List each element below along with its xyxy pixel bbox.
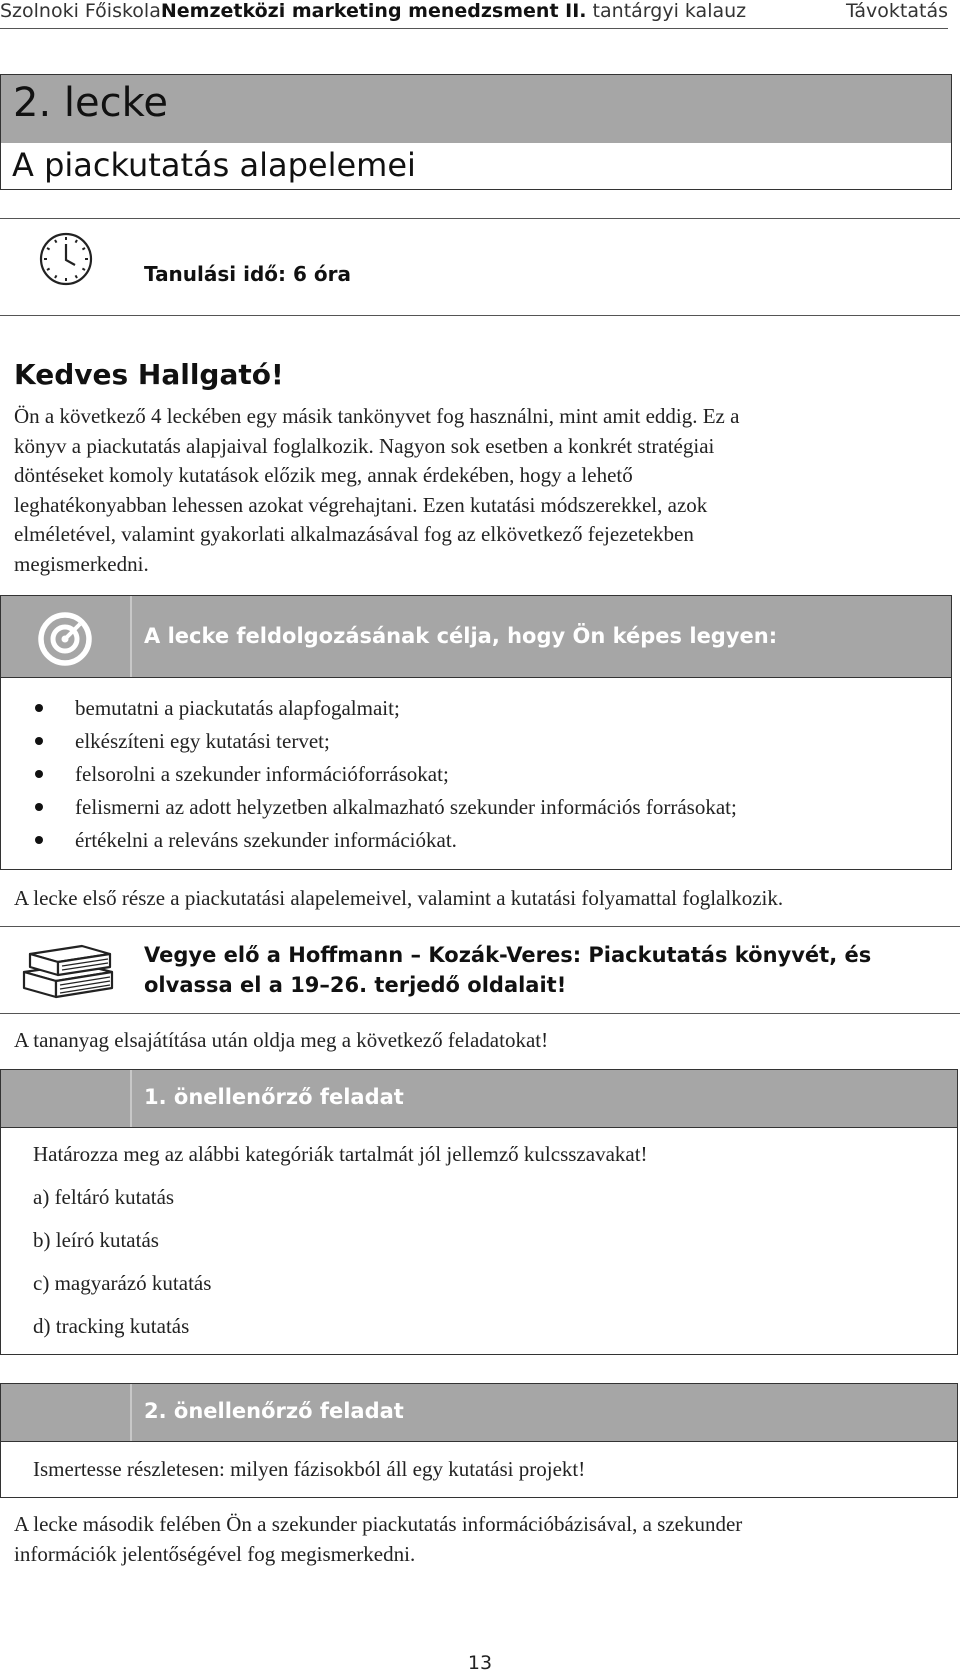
text-line: Vegye elő a Hoffmann – Kozák-Veres: Piackutatás könyvét, és xyxy=(144,943,872,967)
task2-divider xyxy=(1,1441,957,1442)
task1-item: d) tracking kutatás xyxy=(33,1314,190,1338)
study-time-label: Tanulási idő: 6 óra xyxy=(144,262,351,286)
divider xyxy=(0,315,960,316)
task1-prompt: Határozza meg az alábbi kategóriák tartalmát jól jellemző kulcsszavakat! xyxy=(33,1142,648,1166)
bullet-icon xyxy=(35,770,43,778)
text-line: információk jelentőségével fog megismerkedni. xyxy=(14,1541,416,1566)
bullet-icon xyxy=(35,704,43,712)
divider xyxy=(0,218,960,219)
task1-item: b) leíró kutatás xyxy=(33,1228,159,1252)
part1-text: A lecke első része a piackutatási alapelemeivel, valamint a kutatási folyamattal foglalkozik. xyxy=(14,886,784,910)
running-header xyxy=(0,0,948,27)
divider xyxy=(0,926,960,927)
text-line: Ön a következő 4 leckében egy másik tankönyvet fog használni, mint amit eddig. Ez a xyxy=(14,404,740,428)
text-line: megismerkedni. xyxy=(14,551,149,576)
task2-title: 2. önellenőrző feladat xyxy=(144,1399,404,1423)
text-line: leghatékonyabban lehessen azokat végrehajtani. Ezen kutatási módszerekkel, azok xyxy=(14,492,708,517)
lesson-number: 2. lecke xyxy=(1,75,951,143)
bullet-icon xyxy=(35,737,43,745)
task2-prompt: Ismertesse részletesen: milyen fázisokból áll egy kutatási projekt! xyxy=(33,1457,586,1481)
intro-paragraph xyxy=(14,402,739,579)
clock-icon xyxy=(38,231,94,292)
page-number: 13 xyxy=(467,1652,493,1674)
task1-item: c) magyarázó kutatás xyxy=(33,1271,212,1295)
divider xyxy=(0,1013,960,1014)
book-icon xyxy=(20,942,116,1005)
header-separator xyxy=(130,1384,132,1441)
part2-text xyxy=(14,1510,742,1569)
goal-item: felismerni az adott helyzetben alkalmazható szekunder információs forrásokat; xyxy=(35,795,737,820)
goal-item: bemutatni a piackutatás alapfogalmait; xyxy=(35,696,400,721)
text-line: döntéseket komoly kutatások előzik meg, annak érdekében, hogy a lehető xyxy=(14,463,633,487)
lesson-title: A piackutatás alapelemei xyxy=(12,146,416,184)
header-doc-type: tantárgyi kalauz xyxy=(586,0,747,22)
after-reading-text: A tananyag elsajátítása után oldja meg a következő feladatokat! xyxy=(14,1028,549,1052)
task1-divider xyxy=(1,1127,957,1128)
task1-title: 1. önellenőrző feladat xyxy=(144,1085,404,1109)
text-line: elméletével, valamint gyakorlati alkalmazásával fog az elkövetkező fejezetekben xyxy=(14,522,694,546)
text-line: A lecke második felében Ön a szekunder piackutatás információbázisával, a szekunder xyxy=(14,1512,743,1536)
header-mode: Távoktatás xyxy=(845,0,948,22)
goal-divider xyxy=(1,677,951,678)
header-school: Szolnoki Főiskola xyxy=(0,0,161,22)
header-rule xyxy=(0,28,948,29)
text-line: könyv a piackutatás alapjaival foglalkozik. Nagyon sok esetben a konkrét stratégiai xyxy=(14,433,715,458)
greeting: Kedves Hallgató! xyxy=(14,358,284,391)
header-course: Nemzetközi marketing menedzsment II. xyxy=(160,0,587,22)
goal-item: elkészíteni egy kutatási tervet; xyxy=(35,729,330,754)
goal-item: értékelni a releváns szekunder információkat. xyxy=(35,828,457,853)
text-line: olvassa el a 19–26. terjedő oldalait! xyxy=(144,973,567,997)
goal-title: A lecke feldolgozásának célja, hogy Ön képes legyen: xyxy=(144,624,778,648)
header-separator xyxy=(130,1070,132,1127)
reading-instruction xyxy=(144,940,924,1000)
target-icon xyxy=(36,610,94,673)
goal-item: felsorolni a szekunder információforrásokat; xyxy=(35,762,449,787)
task1-item: a) feltáró kutatás xyxy=(33,1185,175,1209)
bullet-icon xyxy=(35,836,43,844)
bullet-icon xyxy=(35,803,43,811)
